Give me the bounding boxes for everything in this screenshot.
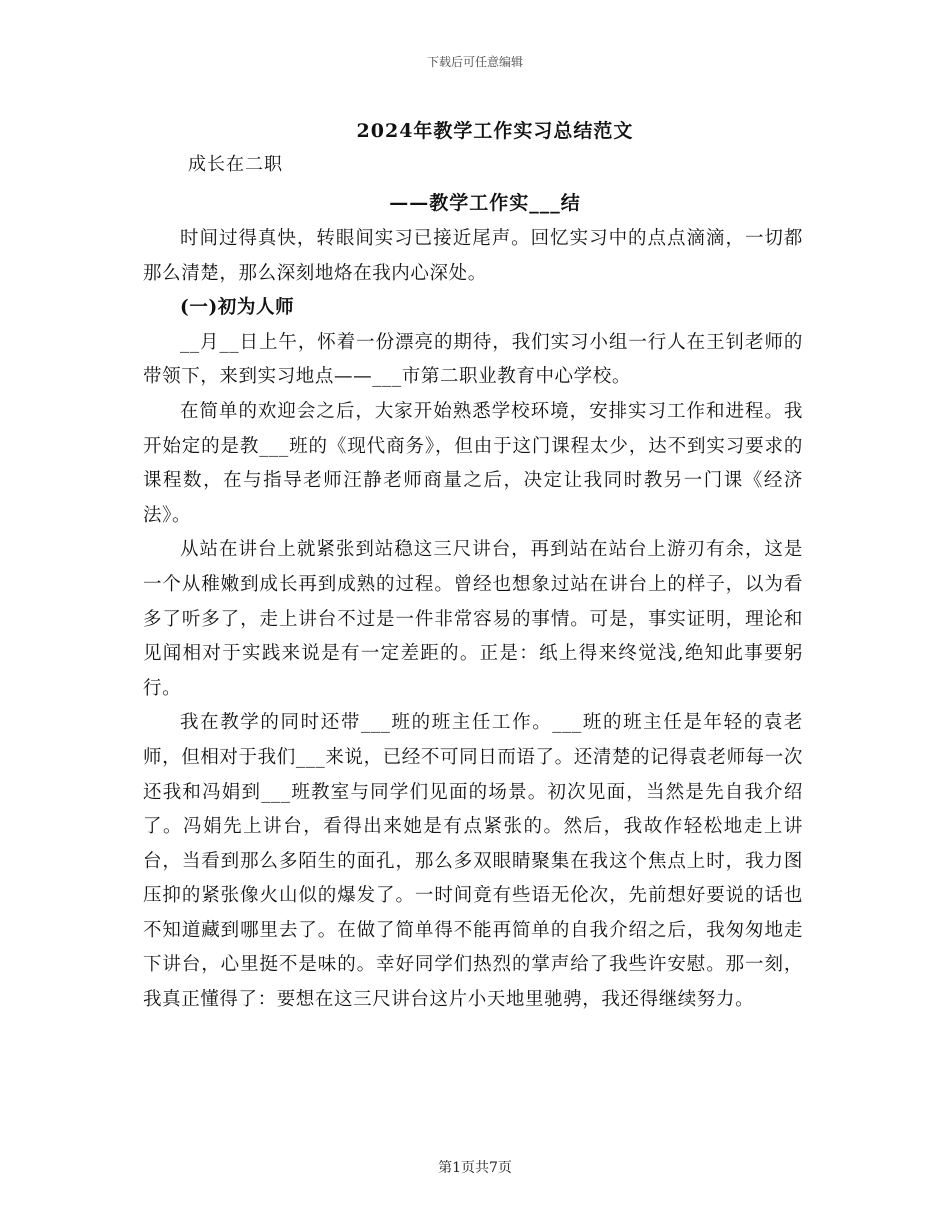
paragraph: 我在教学的同时还带___班的班主任工作。___班的班主任是年轻的袁老师，但相对于我们___来说，已经不可同日而语了。还清楚的记得袁老师每一次还我和冯娟到___班教室与同学们见面的场景。初次见面，当然是先自我介绍了。冯娟先上讲台，看得出来她是有点紧张的。然后，我故作轻松地走上讲台，当看到那么多陌生的面孔，那么多双眼睛聚集在我这个焦点上时，我力图压抑的紧张像火山似的爆发了。一时间竟有些语无伦次，先前想好要说的话也不知道藏到哪里去了。在做了简单得不能再简单的自我介绍之后，我匆匆地走下讲台，心里挺不是味的。幸好同学们热烈的掌声给了我些许安慰。那一刻，我真正懂得了：要想在这三尺讲台这片小天地里驰骋，我还得继续努力。 <box>143 712 803 1011</box>
paragraph: __月__日上午，怀着一份漂亮的期待，我们实习小组一行人在王钊老师的带领下，来到实习地点——___市第二职业教育中心学校。 <box>143 331 803 388</box>
subtitle-main: ——教学工作实___结 <box>389 192 581 214</box>
page-footer: 第1页共7页 <box>438 1160 512 1176</box>
paragraph: 时间过得真快，转眼间实习已接近尾声。回忆实习中的点点滴滴，一切都那么清楚，那么深刻地烙在我内心深处。 <box>143 228 803 284</box>
section-heading: (一)初为人师 <box>180 297 295 319</box>
paragraph: 从站在讲台上就紧张到站稳这三尺讲台，再到站在站台上游刃有余，这是一个从稚嫩到成长再到成熟的过程。曾经也想象过站在讲台上的样子，以为看多了听多了，走上讲台不过是一件非常容易的事情。可是，事实证明，理论和见闻相对于实践来说是有一定差距的。正是：纸上得来终觉浅,绝知此事要躬行。 <box>143 539 803 699</box>
document-title: 2024年教学工作实习总结范文 <box>356 120 634 142</box>
subtitle-line: 成长在二职 <box>188 154 283 175</box>
header-note: 下载后可任意编辑 <box>426 55 523 69</box>
document-body <box>143 222 803 1018</box>
paragraph: 在简单的欢迎会之后，大家开始熟悉学校环境，安排实习工作和进程。我开始定的是教___班的《现代商务》，但由于这门课程太少，达不到实习要求的课程数，在与指导老师汪静老师商量之后，决定让我同时教另一门课《经济法》。 <box>143 400 803 526</box>
